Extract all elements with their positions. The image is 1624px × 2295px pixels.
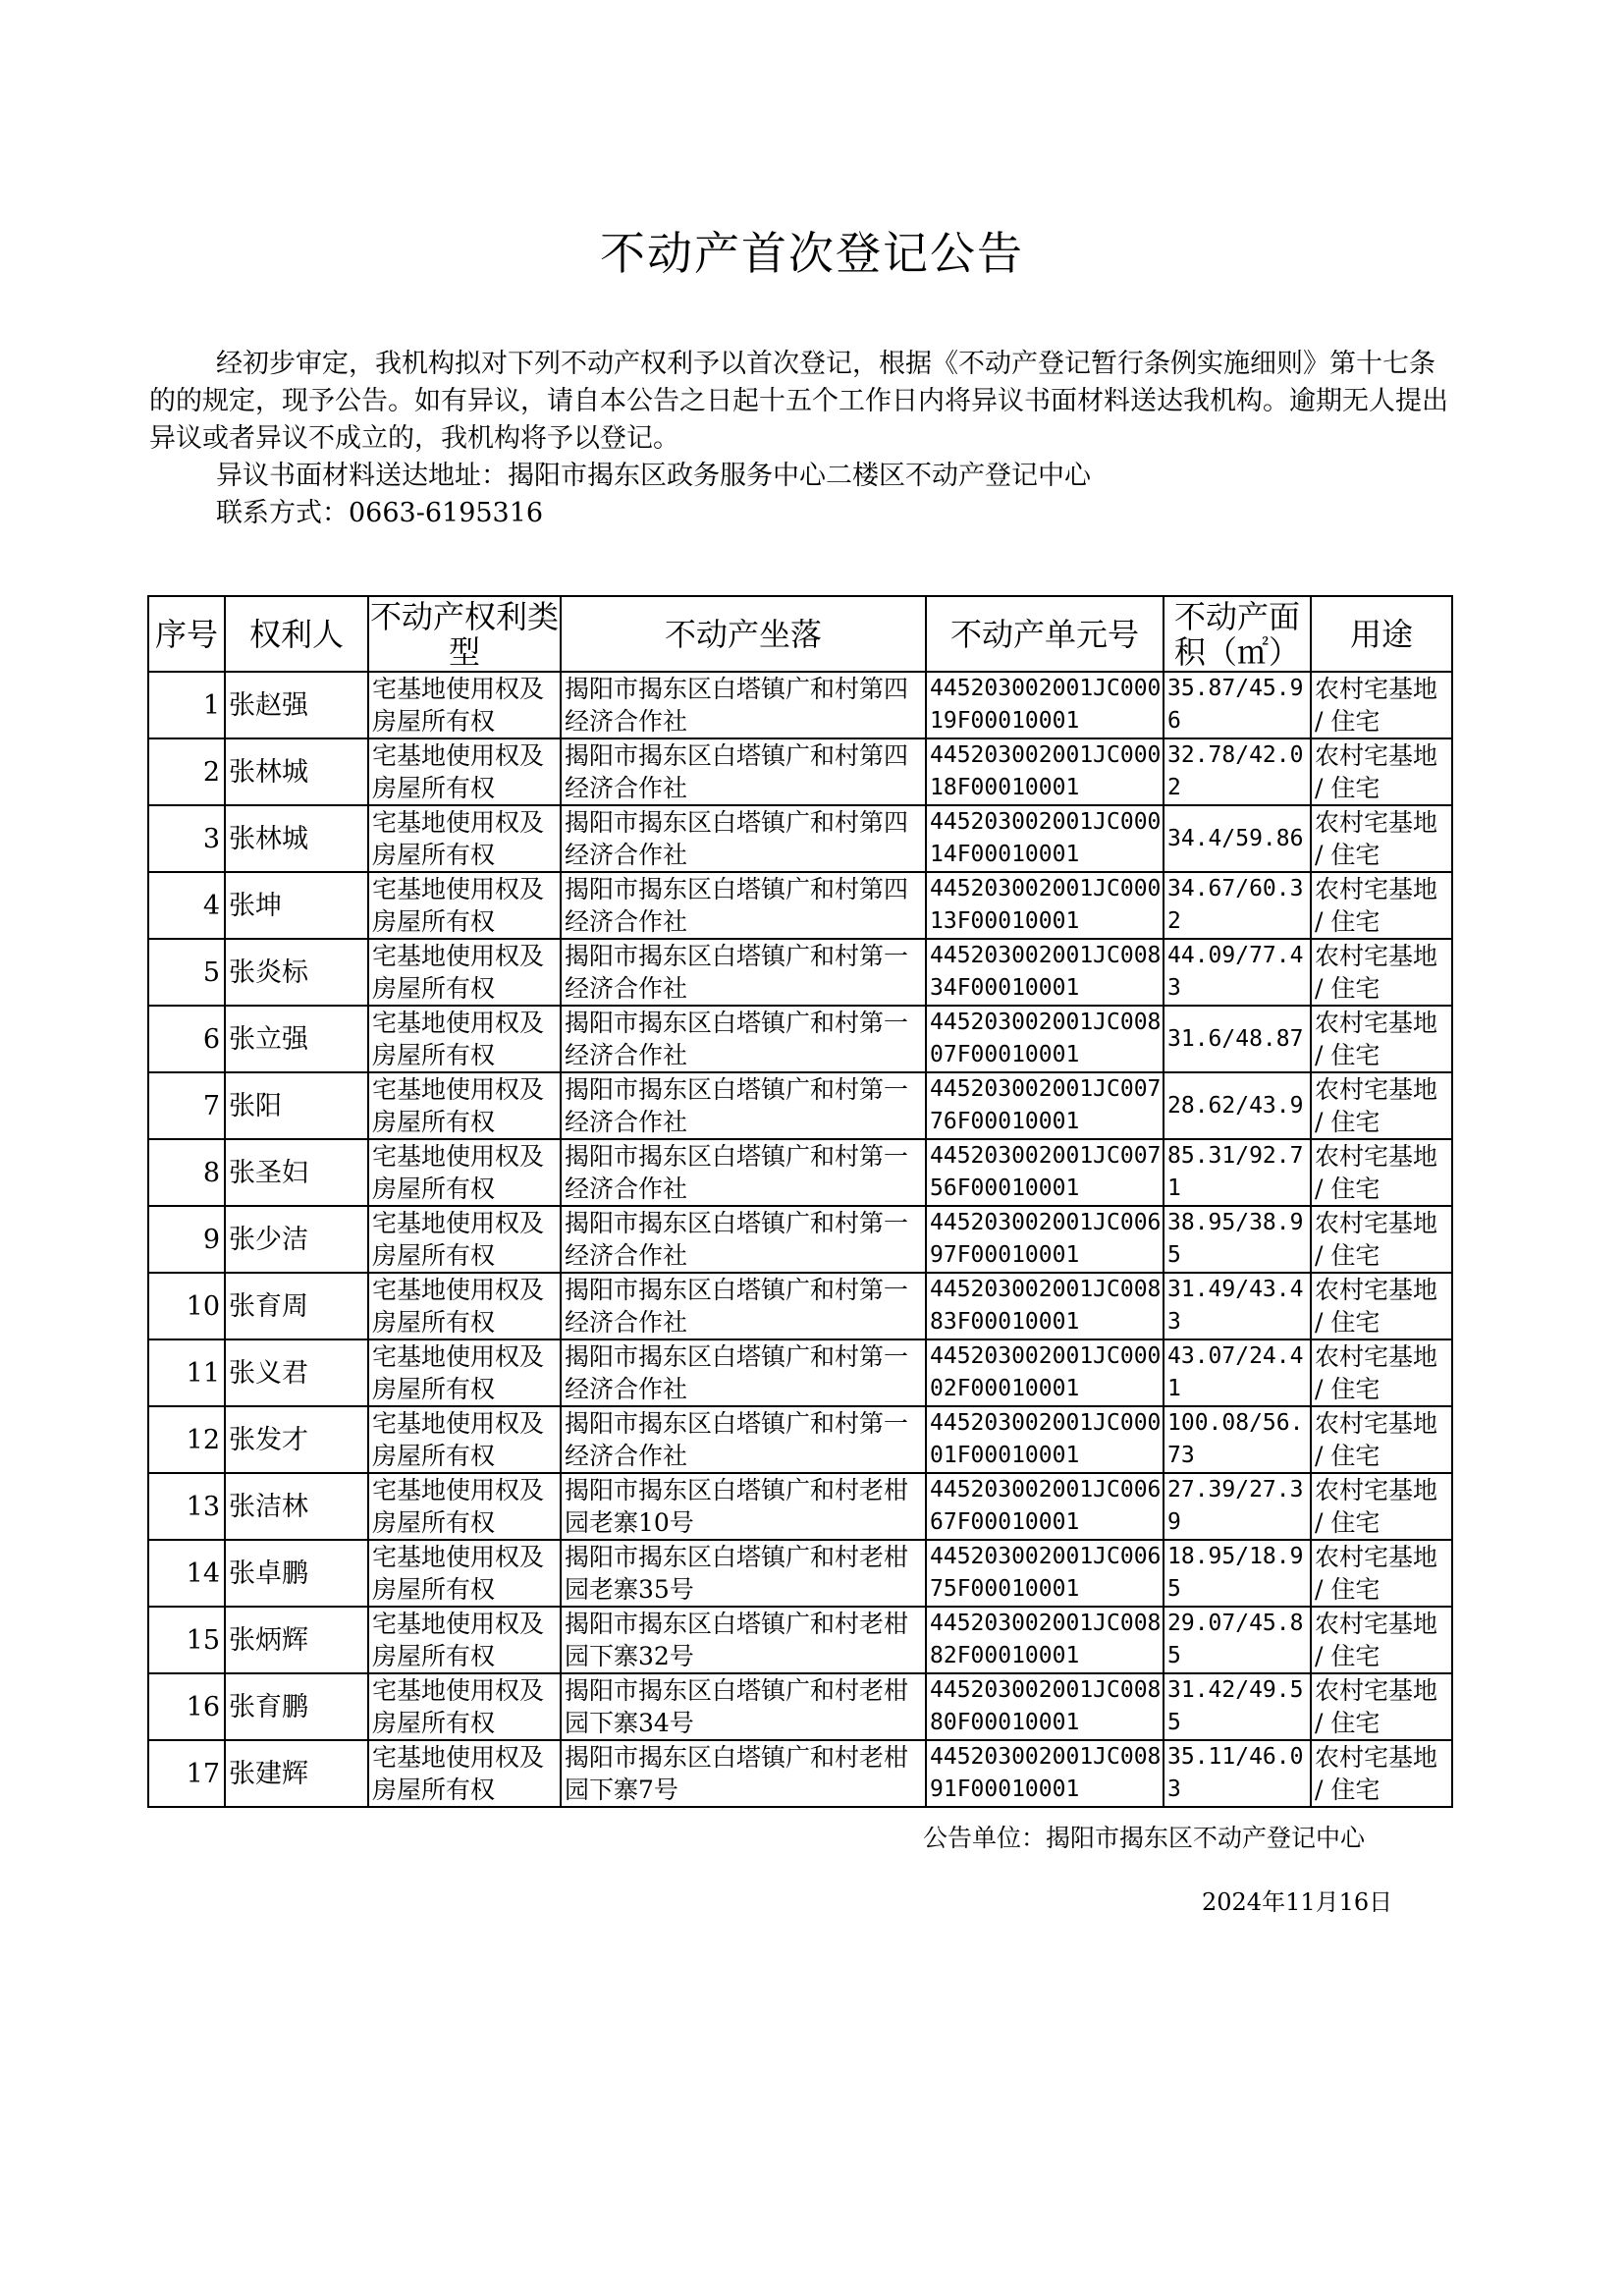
property-area: 44.09/77.43 [1164,939,1311,1006]
property-location: 揭阳市揭东区白塔镇广和村第一经济合作社 [561,1072,926,1139]
unit-number: 445203002001JC00002F00010001 [926,1339,1164,1406]
property-use: 农村宅基地 / 住宅 [1311,1740,1452,1807]
property-area: 31.42/49.55 [1164,1673,1311,1740]
property-area: 100.08/56.73 [1164,1406,1311,1473]
owner-name: 张卓鹏 [225,1540,368,1607]
property-location: 揭阳市揭东区白塔镇广和村老柑园下寨32号 [561,1607,926,1673]
table-row [148,1206,1452,1273]
row-index: 17 [148,1740,225,1807]
property-location: 揭阳市揭东区白塔镇广和村第四经济合作社 [561,738,926,805]
table-row [148,1607,1452,1673]
right-type: 宅基地使用权及房屋所有权 [368,872,561,939]
notice-intro [149,346,1455,532]
row-index: 9 [148,1206,225,1273]
property-use: 农村宅基地 / 住宅 [1311,805,1452,872]
row-index: 8 [148,1139,225,1206]
property-location: 揭阳市揭东区白塔镇广和村第一经济合作社 [561,939,926,1006]
row-index: 4 [148,872,225,939]
table-row [148,1072,1452,1139]
property-area: 35.87/45.96 [1164,672,1311,738]
row-index: 3 [148,805,225,872]
property-use: 农村宅基地 / 住宅 [1311,672,1452,738]
owner-name: 张建辉 [225,1740,368,1807]
table-row [148,672,1452,738]
table-row [148,1339,1452,1406]
right-type: 宅基地使用权及房屋所有权 [368,805,561,872]
unit-number: 445203002001JC00697F00010001 [926,1206,1164,1273]
right-type: 宅基地使用权及房屋所有权 [368,1607,561,1673]
property-location: 揭阳市揭东区白塔镇广和村第一经济合作社 [561,1339,926,1406]
property-area: 28.62/43.9 [1164,1072,1311,1139]
property-use: 农村宅基地 / 住宅 [1311,1273,1452,1339]
row-index: 14 [148,1540,225,1607]
owner-name: 张圣妇 [225,1139,368,1206]
row-index: 11 [148,1339,225,1406]
row-index: 12 [148,1406,225,1473]
property-location: 揭阳市揭东区白塔镇广和村第一经济合作社 [561,1006,926,1072]
right-type: 宅基地使用权及房屋所有权 [368,1406,561,1473]
table-row [148,872,1452,939]
right-type: 宅基地使用权及房屋所有权 [368,1206,561,1273]
owner-name: 张立强 [225,1006,368,1072]
property-use: 农村宅基地 / 住宅 [1311,1473,1452,1540]
property-area: 32.78/42.02 [1164,738,1311,805]
property-use: 农村宅基地 / 住宅 [1311,1072,1452,1139]
table-row [148,1473,1452,1540]
property-location: 揭阳市揭东区白塔镇广和村老柑园下寨7号 [561,1740,926,1807]
right-type: 宅基地使用权及房屋所有权 [368,1540,561,1607]
property-location: 揭阳市揭东区白塔镇广和村老柑园下寨34号 [561,1673,926,1740]
registration-table [147,595,1453,1808]
right-type: 宅基地使用权及房屋所有权 [368,1740,561,1807]
announcement-date: 2024年11月16日 [1202,1888,1393,1916]
right-type: 宅基地使用权及房屋所有权 [368,1339,561,1406]
row-index: 6 [148,1006,225,1072]
unit-number: 445203002001JC00018F00010001 [926,738,1164,805]
property-location: 揭阳市揭东区白塔镇广和村第一经济合作社 [561,1139,926,1206]
property-use: 农村宅基地 / 住宅 [1311,1339,1452,1406]
property-location: 揭阳市揭东区白塔镇广和村第四经济合作社 [561,805,926,872]
table-row [148,1139,1452,1206]
contact-info: 联系方式：0663-6195316 [216,498,544,528]
unit-number: 445203002001JC00756F00010001 [926,1139,1164,1206]
property-area: 18.95/18.95 [1164,1540,1311,1607]
right-type: 宅基地使用权及房屋所有权 [368,1006,561,1072]
property-location: 揭阳市揭东区白塔镇广和村第一经济合作社 [561,1206,926,1273]
property-location: 揭阳市揭东区白塔镇广和村老柑园老寨35号 [561,1540,926,1607]
property-area: 31.6/48.87 [1164,1006,1311,1072]
table-row [148,1740,1452,1807]
header-owner: 权利人 [225,596,368,672]
unit-number: 445203002001JC00882F00010001 [926,1607,1164,1673]
table-row [148,738,1452,805]
owner-name: 张育鹏 [225,1673,368,1740]
unit-number: 445203002001JC00667F00010001 [926,1473,1164,1540]
owner-name: 张洁林 [225,1473,368,1540]
property-location: 揭阳市揭东区白塔镇广和村第一经济合作社 [561,1406,926,1473]
owner-name: 张发才 [225,1406,368,1473]
row-index: 2 [148,738,225,805]
unit-number: 445203002001JC00013F00010001 [926,872,1164,939]
owner-name: 张赵强 [225,672,368,738]
row-index: 13 [148,1473,225,1540]
property-use: 农村宅基地 / 住宅 [1311,1406,1452,1473]
page-title: 不动产首次登记公告 [600,227,1024,280]
owner-name: 张少洁 [225,1206,368,1273]
property-area: 27.39/27.39 [1164,1473,1311,1540]
table-row [148,1673,1452,1740]
property-location: 揭阳市揭东区白塔镇广和村第四经济合作社 [561,672,926,738]
owner-name: 张林城 [225,738,368,805]
table-header-row [148,596,1452,672]
property-location: 揭阳市揭东区白塔镇广和村第一经济合作社 [561,1273,926,1339]
row-index: 1 [148,672,225,738]
owner-name: 张炎标 [225,939,368,1006]
property-use: 农村宅基地 / 住宅 [1311,1206,1452,1273]
right-type: 宅基地使用权及房屋所有权 [368,1473,561,1540]
unit-number: 445203002001JC00001F00010001 [926,1406,1164,1473]
property-area: 43.07/24.41 [1164,1339,1311,1406]
property-use: 农村宅基地 / 住宅 [1311,1139,1452,1206]
row-index: 5 [148,939,225,1006]
unit-number: 445203002001JC00883F00010001 [926,1273,1164,1339]
header-location: 不动产坐落 [561,596,926,672]
property-area: 31.49/43.43 [1164,1273,1311,1339]
row-index: 16 [148,1673,225,1740]
property-use: 农村宅基地 / 住宅 [1311,1540,1452,1607]
property-use: 农村宅基地 / 住宅 [1311,939,1452,1006]
header-area: 不动产面积（㎡） [1164,596,1311,672]
property-use: 农村宅基地 / 住宅 [1311,738,1452,805]
unit-number: 445203002001JC00675F00010001 [926,1540,1164,1607]
table-row [148,1540,1452,1607]
header-unit-number: 不动产单元号 [926,596,1164,672]
property-area: 38.95/38.95 [1164,1206,1311,1273]
owner-name: 张育周 [225,1273,368,1339]
right-type: 宅基地使用权及房屋所有权 [368,1072,561,1139]
table-row [148,805,1452,872]
right-type: 宅基地使用权及房屋所有权 [368,672,561,738]
owner-name: 张林城 [225,805,368,872]
table-row [148,1273,1452,1339]
property-location: 揭阳市揭东区白塔镇广和村老柑园老寨10号 [561,1473,926,1540]
announcing-unit: 公告单位：揭阳市揭东区不动产登记中心 [923,1824,1366,1852]
owner-name: 张炳辉 [225,1607,368,1673]
objection-address: 异议书面材料送达地址：揭阳市揭东区政务服务中心二楼区不动产登记中心 [216,461,1091,491]
row-index: 7 [148,1072,225,1139]
property-use: 农村宅基地 / 住宅 [1311,872,1452,939]
header-right-type: 不动产权利类型 [369,597,559,671]
unit-number: 445203002001JC00014F00010001 [926,805,1164,872]
unit-number: 445203002001JC00891F00010001 [926,1740,1164,1807]
property-use: 农村宅基地 / 住宅 [1311,1006,1452,1072]
right-type: 宅基地使用权及房屋所有权 [368,1139,561,1206]
property-use: 农村宅基地 / 住宅 [1311,1673,1452,1740]
unit-number: 445203002001JC00834F00010001 [926,939,1164,1006]
right-type: 宅基地使用权及房屋所有权 [368,1273,561,1339]
owner-name: 张坤 [225,872,368,939]
property-use: 农村宅基地 / 住宅 [1311,1607,1452,1673]
header-use: 用途 [1311,596,1452,672]
right-type: 宅基地使用权及房屋所有权 [368,1673,561,1740]
unit-number: 445203002001JC00880F00010001 [926,1673,1164,1740]
notice-paragraph: 经初步审定，我机构拟对下列不动产权利予以首次登记，根据《不动产登记暂行条例实施细则》第十七条的的规定，现予公告。如有异议，请自本公告之日起十五个工作日内将异议书面材料送达我机构。逾期无人提出异议或者异议不成立的，我机构将予以登记。 [149,349,1448,454]
property-area: 29.07/45.85 [1164,1607,1311,1673]
row-index: 10 [148,1273,225,1339]
unit-number: 445203002001JC00776F00010001 [926,1072,1164,1139]
table-row [148,939,1452,1006]
unit-number: 445203002001JC00807F00010001 [926,1006,1164,1072]
property-area: 85.31/92.71 [1164,1139,1311,1206]
right-type: 宅基地使用权及房屋所有权 [368,939,561,1006]
property-area: 35.11/46.03 [1164,1740,1311,1807]
property-area: 34.4/59.86 [1164,805,1311,872]
table-row [148,1406,1452,1473]
row-index: 15 [148,1607,225,1673]
right-type: 宅基地使用权及房屋所有权 [368,738,561,805]
property-area: 34.67/60.32 [1164,872,1311,939]
header-index: 序号 [148,596,225,672]
owner-name: 张义君 [225,1339,368,1406]
table-row [148,1006,1452,1072]
unit-number: 445203002001JC00019F00010001 [926,672,1164,738]
property-location: 揭阳市揭东区白塔镇广和村第四经济合作社 [561,872,926,939]
owner-name: 张阳 [225,1072,368,1139]
